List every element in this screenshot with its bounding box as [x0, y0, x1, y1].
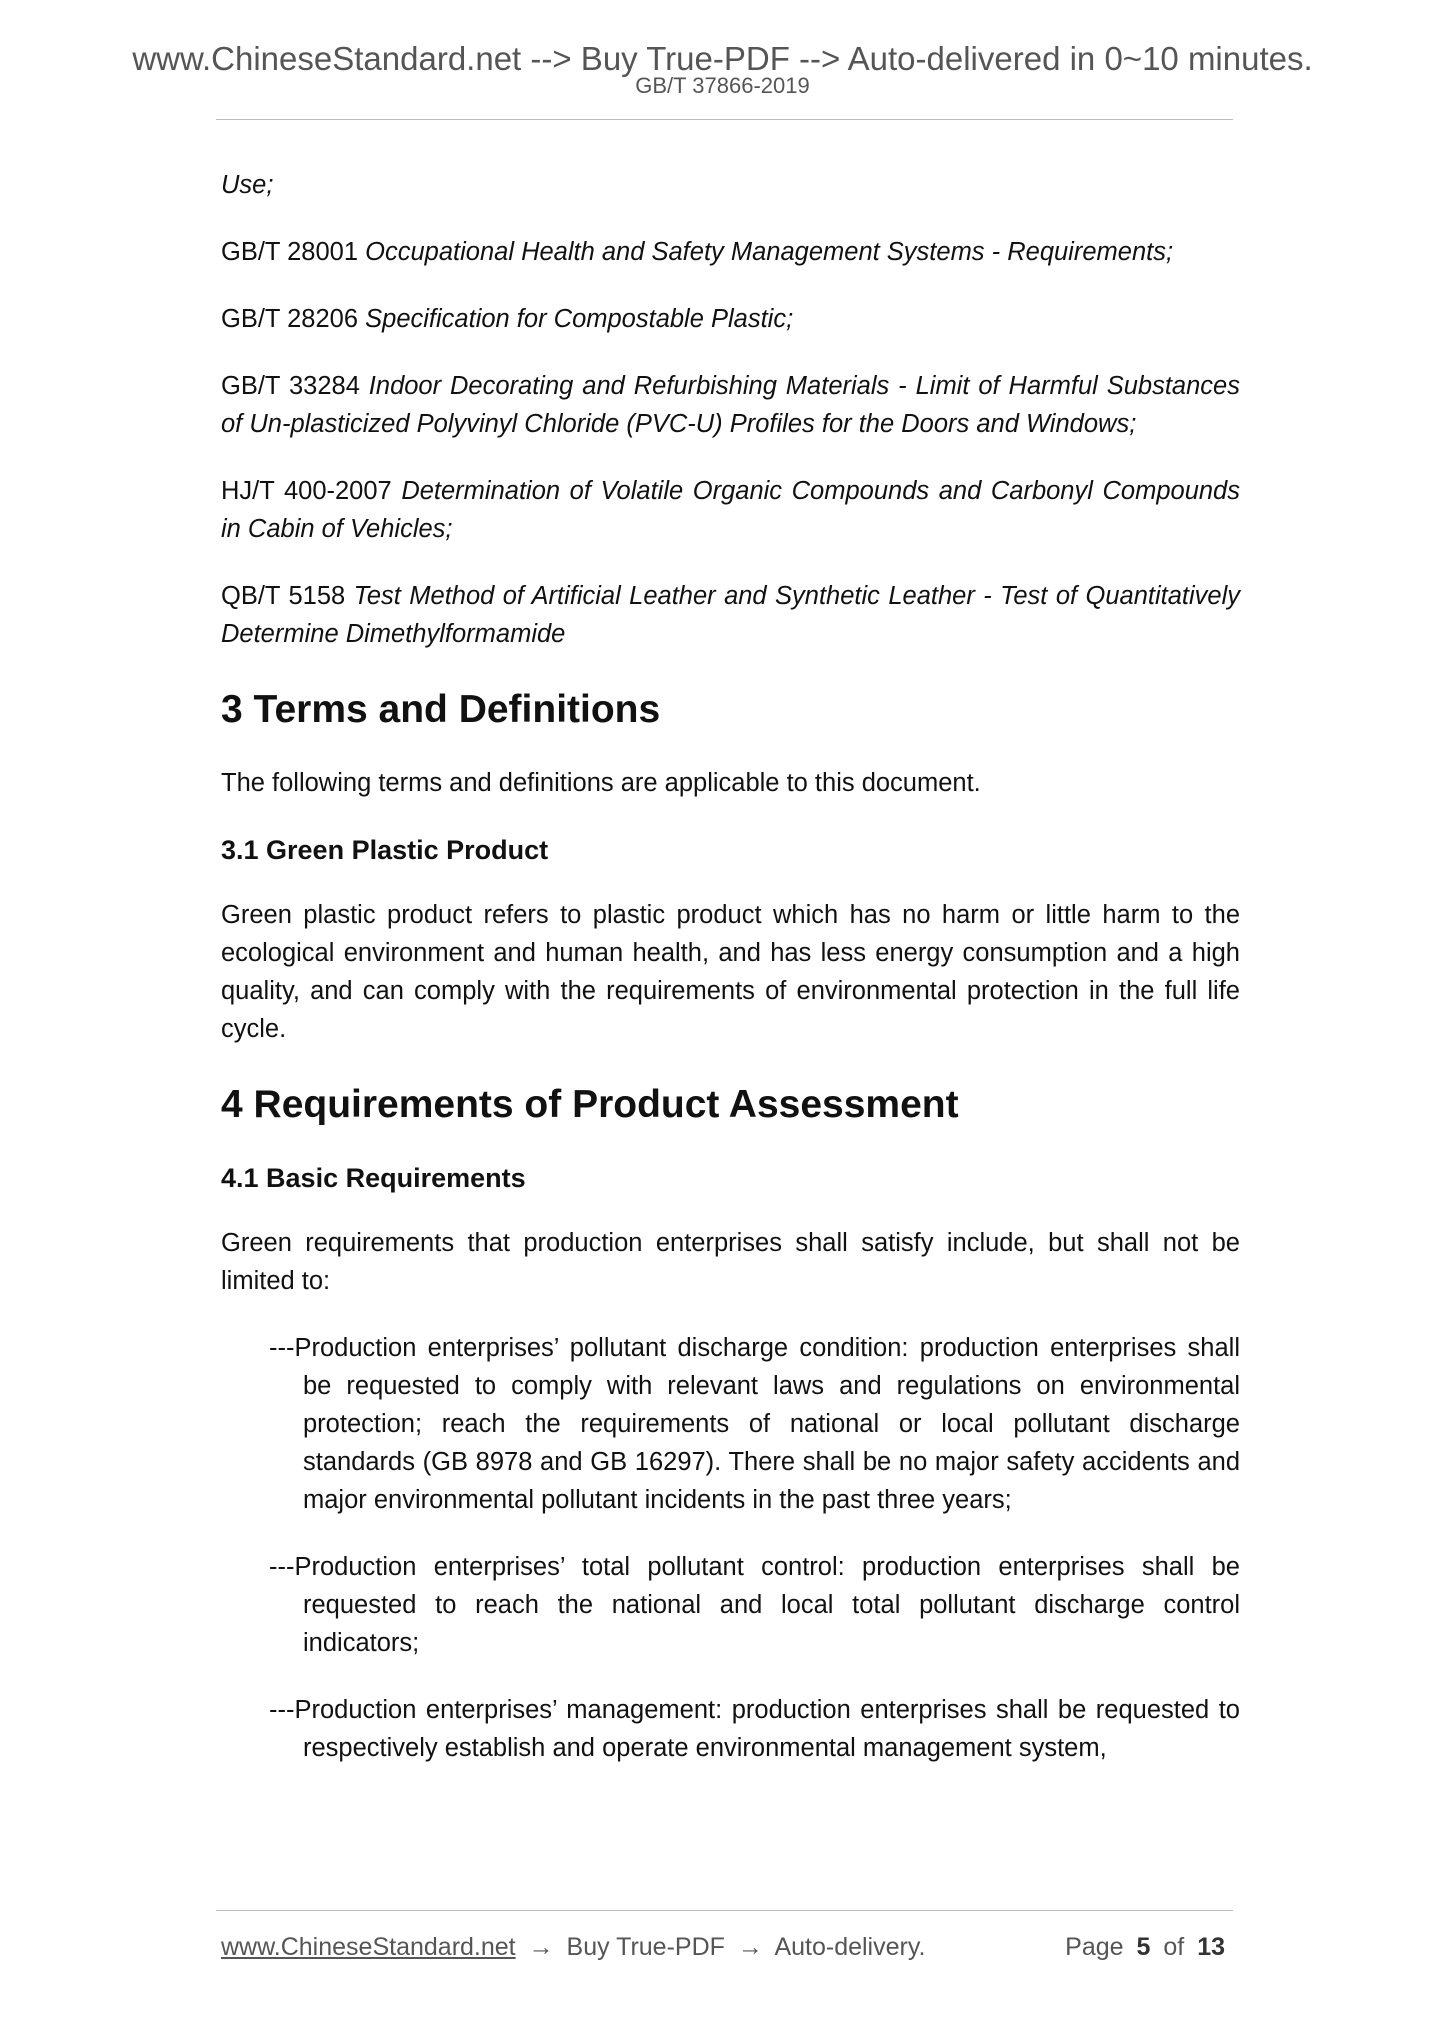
reference-code: GB/T 28001 — [221, 238, 359, 266]
reference-title: Occupational Health and Safety Management Systems - Requirements; — [365, 238, 1174, 266]
requirement-item: ---Production enterprises’ management: production enterprises shall be requested to respectively establish and operate environmental management system, — [269, 1696, 1240, 1762]
page-indicator — [1065, 1932, 1231, 1962]
reference-title: Indoor Decorating and Refurbishing Materials - Limit of Harmful Substances of Un-plasticized Polyvinyl Chloride (PVC-U) Profiles for the Doors and Windows; — [221, 372, 1240, 438]
footer-divider — [216, 1910, 1233, 1911]
total-pages: 13 — [1197, 1933, 1225, 1961]
page-content — [221, 166, 1240, 1796]
reference-title: Specification for Compostable Plastic; — [365, 305, 794, 333]
footer-site-link[interactable]: www.ChineseStandard.net — [221, 1933, 516, 1961]
reference-item — [221, 577, 1240, 653]
requirement-item: ---Production enterprises’ pollutant discharge condition: production enterprises shall be requested to comply with relevant laws and regulations on environmental protection; reach the requirements of national or local pollutant discharge standards (GB 8978 and GB 16297). There shall be no major safety accidents and major environmental pollutant incidents in the past three years; — [269, 1334, 1240, 1514]
page-number: 5 — [1136, 1933, 1151, 1961]
reference-item — [221, 472, 1240, 548]
footer-buy-text: Buy True-PDF — [566, 1933, 725, 1961]
of-label: of — [1163, 1933, 1185, 1961]
subsection-3-1-text: Green plastic product refers to plastic product which has no harm or little harm to the ecological environment and human health, and has less energy consumption and a high quality, and can comply with the requirements of environmental protection in the full life cycle. — [221, 901, 1240, 1043]
reference-code: HJ/T 400-2007 — [221, 477, 392, 505]
standard-code: GB/T 37866-2019 — [635, 73, 810, 98]
section-3-intro: The following terms and definitions are applicable to this document. — [221, 769, 981, 797]
requirement-item: ---Production enterprises’ total pollutant control: production enterprises shall be requested to reach the national and local total pollutant discharge control indicators; — [269, 1553, 1240, 1657]
page-label: Page — [1065, 1933, 1124, 1961]
arrow-right-icon: → — [737, 1933, 763, 1961]
top-banner: www.ChineseStandard.net --> Buy True-PDF --> Auto-delivered in 0~10 minutes. — [132, 40, 1313, 77]
reference-code: QB/T 5158 — [221, 582, 346, 610]
reference-item — [221, 367, 1240, 443]
section-3-heading: 3 Terms and Definitions — [221, 688, 661, 731]
reference-item — [221, 300, 1240, 338]
reference-title: Test Method of Artificial Leather and Synthetic Leather - Test of Quantitatively Determine Dimethylformamide — [221, 582, 1240, 648]
reference-code: GB/T 28206 — [221, 305, 359, 333]
reference-code: GB/T 33284 — [221, 372, 360, 400]
header-divider — [216, 119, 1233, 120]
reference-title: Determination of Volatile Organic Compounds and Carbonyl Compounds in Cabin of Vehicles; — [221, 477, 1240, 543]
footer-delivery-text: Auto-delivery. — [774, 1933, 926, 1961]
arrow-right-icon: → — [528, 1933, 554, 1961]
subsection-4-1-intro: Green requirements that production enterprises shall satisfy include, but shall not be limited to: — [221, 1229, 1240, 1295]
footer-promo — [221, 1932, 925, 1962]
subsection-4-1-heading: 4.1 Basic Requirements — [221, 1163, 526, 1193]
reference-item — [221, 233, 1240, 271]
reference-continuation: Use; — [221, 171, 274, 199]
section-4-heading: 4 Requirements of Product Assessment — [221, 1083, 959, 1126]
subsection-3-1-heading: 3.1 Green Plastic Product — [221, 835, 549, 865]
